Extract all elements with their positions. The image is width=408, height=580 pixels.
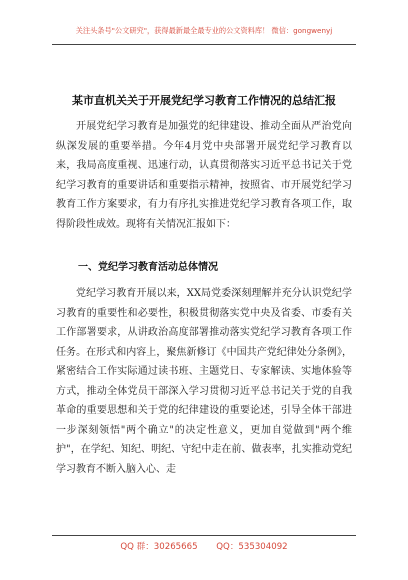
footer-contact — [0, 540, 408, 552]
intro-paragraph: 开展党纪学习教育是加强党的纪律建设、推动全面从严治党向纵深发展的重要举措。今年4月党中央部署开展党纪学习教育以来，我局高度重视、迅速行动，认真贯彻落实习近平总书记关于党纪学习教育的重要讲话和重要指示精神，按照省、市开展党纪学习教育工作方案要求，有力有序扎实推进党纪学习教育各项工作，取得阶段性成效。现将有关情况汇报如下： — [56, 121, 352, 230]
header-divider — [52, 44, 356, 45]
qq-group-text: QQ 群：30265665 — [120, 542, 198, 552]
section-paragraph: 党纪学习教育开展以来，XX局党委深刻理解并充分认识党纪学习教育的重要性和必要性，积极贯彻落实党中央及省委、市委有关工作部署要求，从讲政治高度部署推动落实党纪学习教育各项工作任务。在形式和内容上，聚焦新修订《中国共产党纪律处分条例》，紧密结合工作实际通过读书班、主题党日、专家解读、实地体验等方式，推动全体党员干部深入学习贯彻习近平总书记关于党的自我革命的重要思想和关于党的纪律建设的重要论述，引导全体干部进一步深刻领悟"两个确立"的决定性意义，更加自觉做到"两个维护"，在学纪、知纪、明纪、守纪中走在前、做表率，扎实推动党纪学习教育不断入脑入心、走 — [56, 288, 352, 475]
document-title: 某市直机关关于开展党纪学习教育工作情况的总结汇报 — [72, 94, 336, 107]
header-banner: 关注头条号"公文研究"，获得最新最全最专业的公文资料库！ 微信：gongwenyj — [75, 26, 333, 35]
section-heading: 一、党纪学习教育活动总体情况 — [78, 262, 218, 273]
qq-text: QQ：535304092 — [216, 542, 288, 552]
footer-divider — [52, 535, 356, 536]
